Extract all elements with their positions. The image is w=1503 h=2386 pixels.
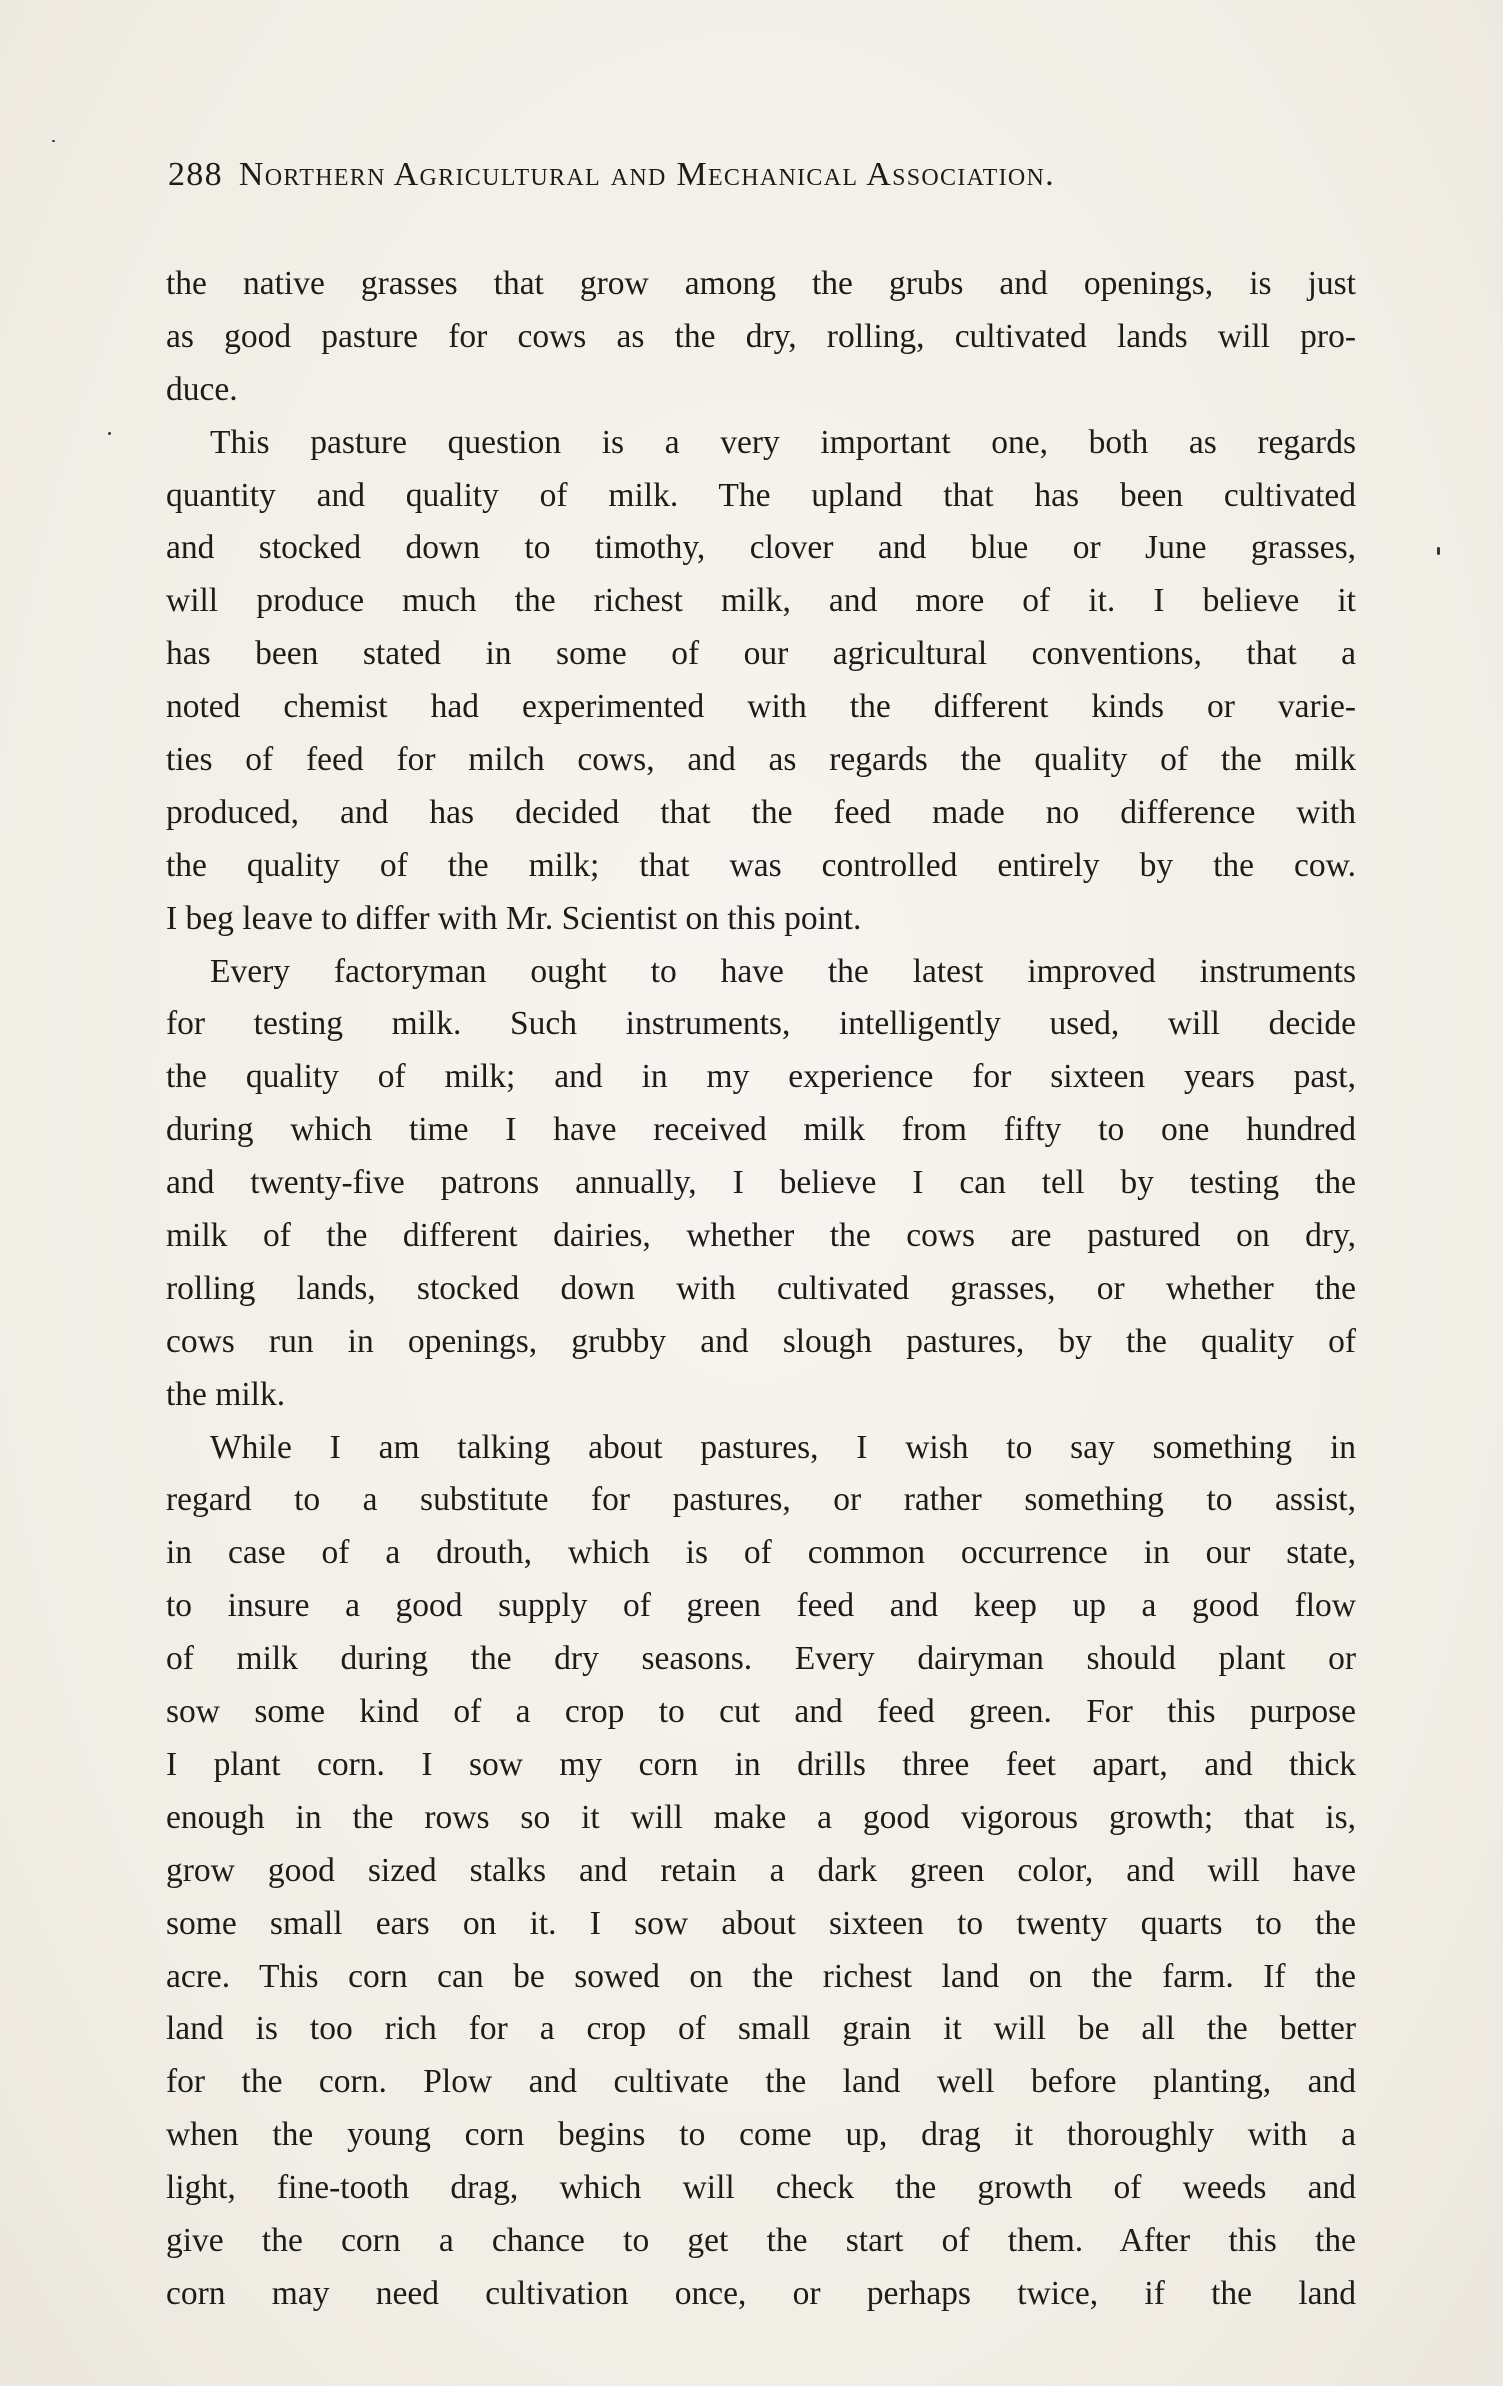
text-line: in case of a drouth, which is of common occurrence in our state,	[166, 1534, 1356, 1572]
paper-speck	[52, 140, 55, 142]
text-line: the native grasses that grow among the grubs and openings, is just	[166, 265, 1356, 302]
text-line: milk of the different dairies, whether the cows are pastured on dry,	[166, 1217, 1356, 1255]
running-title: Northern Agricultural and Mechanical Association.	[238, 156, 1055, 193]
text-line: of milk during the dry seasons. Every dairyman should plant or	[166, 1640, 1356, 1678]
text-line: and twenty-five patrons annually, I believe I can tell by testing the	[166, 1164, 1356, 1202]
text-line: ties of feed for milch cows, and as regards the quality of the milk	[166, 741, 1356, 779]
text-line: sow some kind of a crop to cut and feed green. For this purpose	[166, 1693, 1356, 1731]
page-body-text	[166, 258, 1356, 2321]
text-line: duce.	[166, 370, 238, 408]
text-line: quantity and quality of milk. The upland that has been cultivated	[166, 476, 1356, 514]
text-line: the quality of milk; and in my experience for sixteen years past,	[166, 1058, 1356, 1096]
text-line: I plant corn. I sow my corn in drills three feet apart, and thick	[166, 1745, 1356, 1783]
text-line: give the corn a chance to get the start of them. After this the	[166, 2221, 1356, 2259]
text-line: cows run in openings, grubby and slough pastures, by the quality of	[166, 1322, 1356, 1360]
text-line: produced, and has decided that the feed made no difference with	[166, 793, 1356, 831]
text-line: the quality of the milk; that was controlled entirely by the cow.	[166, 846, 1356, 884]
text-line: grow good sized stalks and retain a dark green color, and will have	[166, 1851, 1356, 1889]
text-line: acre. This corn can be sowed on the richest land on the farm. If the	[166, 1957, 1356, 1995]
text-line: noted chemist had experimented with the different kinds or varie-	[166, 688, 1356, 726]
text-line: as good pasture for cows as the dry, rolling, cultivated lands will pro-	[166, 317, 1356, 355]
text-line: has been stated in some of our agricultural conventions, that a	[166, 635, 1356, 673]
text-line: land is too rich for a crop of small grain it will be all the better	[166, 2010, 1356, 2048]
text-line: I beg leave to differ with Mr. Scientist on this point.	[166, 899, 862, 937]
text-line: corn may need cultivation once, or perhaps twice, if the land	[166, 2274, 1356, 2312]
page-number: 288	[168, 156, 223, 193]
text-line: light, fine-tooth drag, which will check the growth of weeds and	[166, 2169, 1356, 2207]
text-line: for testing milk. Such instruments, intelligently used, will decide	[166, 1005, 1356, 1043]
text-line: enough in the rows so it will make a good vigorous growth; that is,	[166, 1798, 1356, 1836]
text-line: will produce much the richest milk, and more of it. I believe it	[166, 582, 1356, 620]
running-header	[168, 150, 1308, 200]
text-line: the milk.	[166, 1375, 286, 1413]
text-line: and stocked down to timothy, clover and blue or June grasses,	[166, 529, 1356, 567]
text-line: to insure a good supply of green feed and keep up a good flow	[166, 1587, 1356, 1625]
text-line: While I am talking about pastures, I wish to say something in	[210, 1428, 1356, 1466]
paper-speck	[108, 432, 111, 435]
text-line: for the corn. Plow and cultivate the land well before planting, and	[166, 2063, 1356, 2101]
text-line: during which time I have received milk from fifty to one hundred	[166, 1111, 1356, 1149]
paper-speck	[1437, 547, 1440, 555]
text-line: when the young corn begins to come up, drag it thoroughly with a	[166, 2116, 1356, 2154]
text-line: rolling lands, stocked down with cultivated grasses, or whether the	[166, 1269, 1356, 1307]
text-line: Every factoryman ought to have the latest improved instruments	[210, 952, 1356, 990]
text-line: some small ears on it. I sow about sixteen to twenty quarts to the	[166, 1904, 1356, 1942]
text-line: This pasture question is a very important one, both as regards	[210, 423, 1356, 461]
text-line: regard to a substitute for pastures, or rather something to assist,	[166, 1481, 1356, 1519]
